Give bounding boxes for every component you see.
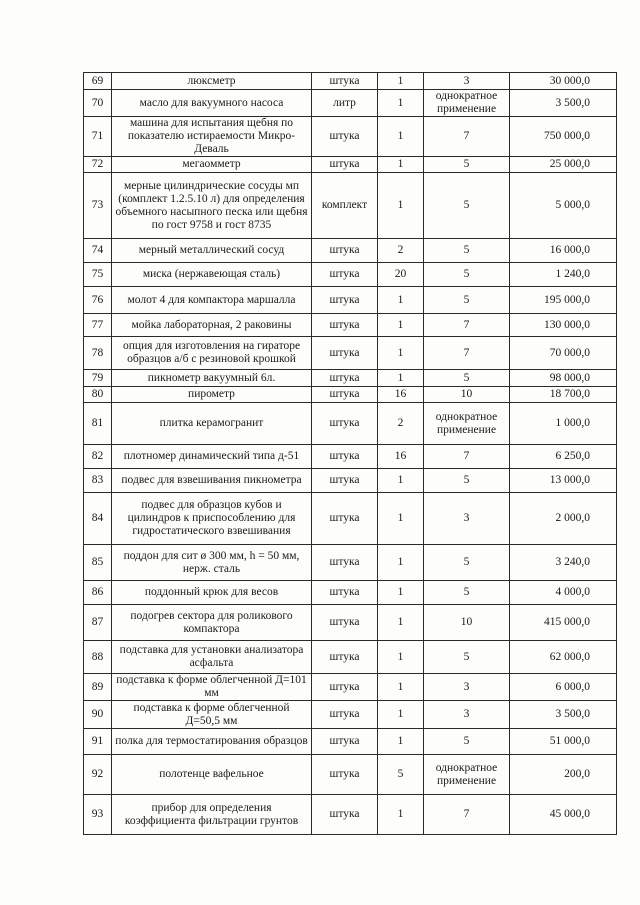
price-cell: 200,0 xyxy=(510,755,617,795)
item-name: полотенце вафельное xyxy=(112,755,312,795)
price-cell: 415 000,0 xyxy=(510,605,617,641)
quantity-cell: 1 xyxy=(378,545,424,581)
table-row xyxy=(84,117,617,157)
service-life-cell: 7 xyxy=(424,314,510,337)
item-name: опция для изготовления на гираторе образцов а/б с резиновой крошкой xyxy=(112,337,312,370)
row-number: 71 xyxy=(84,117,112,157)
quantity-cell: 1 xyxy=(378,641,424,674)
service-life-cell: 7 xyxy=(424,117,510,157)
unit-cell: штука xyxy=(312,387,378,403)
quantity-cell: 2 xyxy=(378,239,424,263)
price-cell: 30 000,0 xyxy=(510,73,617,90)
unit-cell: штука xyxy=(312,287,378,314)
table-row xyxy=(84,755,617,795)
item-name: плитка керамогранит xyxy=(112,403,312,445)
table-row xyxy=(84,73,617,90)
service-life-cell: 7 xyxy=(424,337,510,370)
service-life-cell: 3 xyxy=(424,674,510,701)
table-row xyxy=(84,469,617,493)
unit-cell: штука xyxy=(312,117,378,157)
row-number: 91 xyxy=(84,729,112,755)
quantity-cell: 1 xyxy=(378,117,424,157)
unit-cell: штука xyxy=(312,674,378,701)
item-name: поддон для сит ø 300 мм, h = 50 мм, нерж. сталь xyxy=(112,545,312,581)
service-life-cell: 10 xyxy=(424,387,510,403)
service-life-cell: 3 xyxy=(424,73,510,90)
row-number: 69 xyxy=(84,73,112,90)
item-name: полка для термостатирования образцов xyxy=(112,729,312,755)
item-name: пикнометр вакуумный 6л. xyxy=(112,370,312,387)
quantity-cell: 16 xyxy=(378,387,424,403)
service-life-cell: однократное применение xyxy=(424,755,510,795)
service-life-cell: 5 xyxy=(424,287,510,314)
table-row xyxy=(84,263,617,287)
item-name: поддонный крюк для весов xyxy=(112,581,312,605)
table-row xyxy=(84,90,617,117)
row-number: 70 xyxy=(84,90,112,117)
unit-cell: штука xyxy=(312,370,378,387)
unit-cell: штука xyxy=(312,239,378,263)
row-number: 93 xyxy=(84,795,112,835)
row-number: 76 xyxy=(84,287,112,314)
item-name: люксметр xyxy=(112,73,312,90)
quantity-cell: 1 xyxy=(378,605,424,641)
quantity-cell: 1 xyxy=(378,729,424,755)
item-name: подвес для взвешивания пикнометра xyxy=(112,469,312,493)
row-number: 89 xyxy=(84,674,112,701)
service-life-cell: 5 xyxy=(424,581,510,605)
item-name: масло для вакуумного насоса xyxy=(112,90,312,117)
quantity-cell: 1 xyxy=(378,795,424,835)
quantity-cell: 1 xyxy=(378,370,424,387)
item-name: мойка лабораторная, 2 раковины xyxy=(112,314,312,337)
quantity-cell: 1 xyxy=(378,469,424,493)
item-name: пирометр xyxy=(112,387,312,403)
price-cell: 1 240,0 xyxy=(510,263,617,287)
row-number: 80 xyxy=(84,387,112,403)
unit-cell: штука xyxy=(312,403,378,445)
table-row xyxy=(84,729,617,755)
item-name: мерный металлический сосуд xyxy=(112,239,312,263)
table-row xyxy=(84,314,617,337)
table-row xyxy=(84,387,617,403)
row-number: 74 xyxy=(84,239,112,263)
table-row xyxy=(84,403,617,445)
row-number: 90 xyxy=(84,701,112,729)
row-number: 87 xyxy=(84,605,112,641)
table-row xyxy=(84,581,617,605)
item-name: подогрев сектора для роликового компактора xyxy=(112,605,312,641)
table-row xyxy=(84,545,617,581)
service-life-cell: 5 xyxy=(424,370,510,387)
row-number: 81 xyxy=(84,403,112,445)
unit-cell: штука xyxy=(312,263,378,287)
row-number: 86 xyxy=(84,581,112,605)
price-cell: 70 000,0 xyxy=(510,337,617,370)
price-cell: 3 240,0 xyxy=(510,545,617,581)
item-name: плотномер динамический типа д-51 xyxy=(112,445,312,469)
item-name: подставка к форме облегченной Д=50,5 мм xyxy=(112,701,312,729)
row-number: 85 xyxy=(84,545,112,581)
service-life-cell: однократное применение xyxy=(424,403,510,445)
service-life-cell: 5 xyxy=(424,239,510,263)
quantity-cell: 1 xyxy=(378,674,424,701)
price-cell: 3 500,0 xyxy=(510,90,617,117)
quantity-cell: 1 xyxy=(378,157,424,173)
table-row xyxy=(84,674,617,701)
item-name: мегаомметр xyxy=(112,157,312,173)
quantity-cell: 1 xyxy=(378,173,424,239)
service-life-cell: 5 xyxy=(424,729,510,755)
price-cell: 16 000,0 xyxy=(510,239,617,263)
item-name: мерные цилиндрические сосуды мп (комплект 1.2.5.10 л) для определения объемного насыпного песка или щебня по гост 9758 и гост 8735 xyxy=(112,173,312,239)
table-row xyxy=(84,157,617,173)
row-number: 78 xyxy=(84,337,112,370)
service-life-cell: 5 xyxy=(424,157,510,173)
price-cell: 62 000,0 xyxy=(510,641,617,674)
inventory-table xyxy=(83,72,617,835)
quantity-cell: 1 xyxy=(378,90,424,117)
unit-cell: штука xyxy=(312,493,378,545)
unit-cell: штука xyxy=(312,545,378,581)
price-cell: 25 000,0 xyxy=(510,157,617,173)
row-number: 75 xyxy=(84,263,112,287)
unit-cell: штука xyxy=(312,445,378,469)
unit-cell: штука xyxy=(312,337,378,370)
price-cell: 18 700,0 xyxy=(510,387,617,403)
price-cell: 750 000,0 xyxy=(510,117,617,157)
price-cell: 2 000,0 xyxy=(510,493,617,545)
row-number: 73 xyxy=(84,173,112,239)
unit-cell: штука xyxy=(312,755,378,795)
item-name: прибор для определения коэффициента фильтрации грунтов xyxy=(112,795,312,835)
unit-cell: штука xyxy=(312,795,378,835)
unit-cell: штука xyxy=(312,73,378,90)
service-life-cell: 5 xyxy=(424,263,510,287)
price-cell: 6 000,0 xyxy=(510,674,617,701)
table-row xyxy=(84,370,617,387)
price-cell: 3 500,0 xyxy=(510,701,617,729)
price-cell: 6 250,0 xyxy=(510,445,617,469)
unit-cell: штука xyxy=(312,701,378,729)
table-row xyxy=(84,173,617,239)
quantity-cell: 1 xyxy=(378,287,424,314)
item-name: молот 4 для компактора маршалла xyxy=(112,287,312,314)
unit-cell: комплект xyxy=(312,173,378,239)
price-cell: 51 000,0 xyxy=(510,729,617,755)
price-cell: 4 000,0 xyxy=(510,581,617,605)
item-name: машина для испытания щебня по показателю истираемости Микро-Деваль xyxy=(112,117,312,157)
service-life-cell: 5 xyxy=(424,173,510,239)
quantity-cell: 1 xyxy=(378,701,424,729)
item-name: подставка для установки анализатора асфальта xyxy=(112,641,312,674)
table-row xyxy=(84,641,617,674)
row-number: 72 xyxy=(84,157,112,173)
row-number: 82 xyxy=(84,445,112,469)
quantity-cell: 20 xyxy=(378,263,424,287)
quantity-cell: 1 xyxy=(378,73,424,90)
unit-cell: штука xyxy=(312,641,378,674)
row-number: 83 xyxy=(84,469,112,493)
service-life-cell: 5 xyxy=(424,641,510,674)
price-cell: 130 000,0 xyxy=(510,314,617,337)
item-name: подставка к форме облегченной Д=101 мм xyxy=(112,674,312,701)
unit-cell: штука xyxy=(312,314,378,337)
table-row xyxy=(84,287,617,314)
price-cell: 13 000,0 xyxy=(510,469,617,493)
item-name: миска (нержавеющая сталь) xyxy=(112,263,312,287)
quantity-cell: 5 xyxy=(378,755,424,795)
table-row xyxy=(84,493,617,545)
row-number: 79 xyxy=(84,370,112,387)
table-row xyxy=(84,239,617,263)
service-life-cell: 3 xyxy=(424,701,510,729)
service-life-cell: 7 xyxy=(424,795,510,835)
unit-cell: штука xyxy=(312,157,378,173)
quantity-cell: 1 xyxy=(378,493,424,545)
unit-cell: штука xyxy=(312,469,378,493)
item-name: подвес для образцов кубов и цилиндров к приспособлению для гидростатического взвешивания xyxy=(112,493,312,545)
service-life-cell: 3 xyxy=(424,493,510,545)
table-row xyxy=(84,795,617,835)
quantity-cell: 1 xyxy=(378,314,424,337)
unit-cell: штука xyxy=(312,581,378,605)
unit-cell: штука xyxy=(312,605,378,641)
table-row xyxy=(84,337,617,370)
service-life-cell: 7 xyxy=(424,445,510,469)
service-life-cell: однократное применение xyxy=(424,90,510,117)
quantity-cell: 2 xyxy=(378,403,424,445)
row-number: 84 xyxy=(84,493,112,545)
service-life-cell: 10 xyxy=(424,605,510,641)
unit-cell: штука xyxy=(312,729,378,755)
row-number: 77 xyxy=(84,314,112,337)
price-cell: 45 000,0 xyxy=(510,795,617,835)
price-cell: 98 000,0 xyxy=(510,370,617,387)
unit-cell: литр xyxy=(312,90,378,117)
table-row xyxy=(84,701,617,729)
price-cell: 5 000,0 xyxy=(510,173,617,239)
service-life-cell: 5 xyxy=(424,469,510,493)
table-row xyxy=(84,605,617,641)
row-number: 88 xyxy=(84,641,112,674)
price-cell: 1 000,0 xyxy=(510,403,617,445)
quantity-cell: 16 xyxy=(378,445,424,469)
price-cell: 195 000,0 xyxy=(510,287,617,314)
table-body xyxy=(84,73,617,835)
service-life-cell: 5 xyxy=(424,545,510,581)
quantity-cell: 1 xyxy=(378,581,424,605)
table-row xyxy=(84,445,617,469)
row-number: 92 xyxy=(84,755,112,795)
quantity-cell: 1 xyxy=(378,337,424,370)
